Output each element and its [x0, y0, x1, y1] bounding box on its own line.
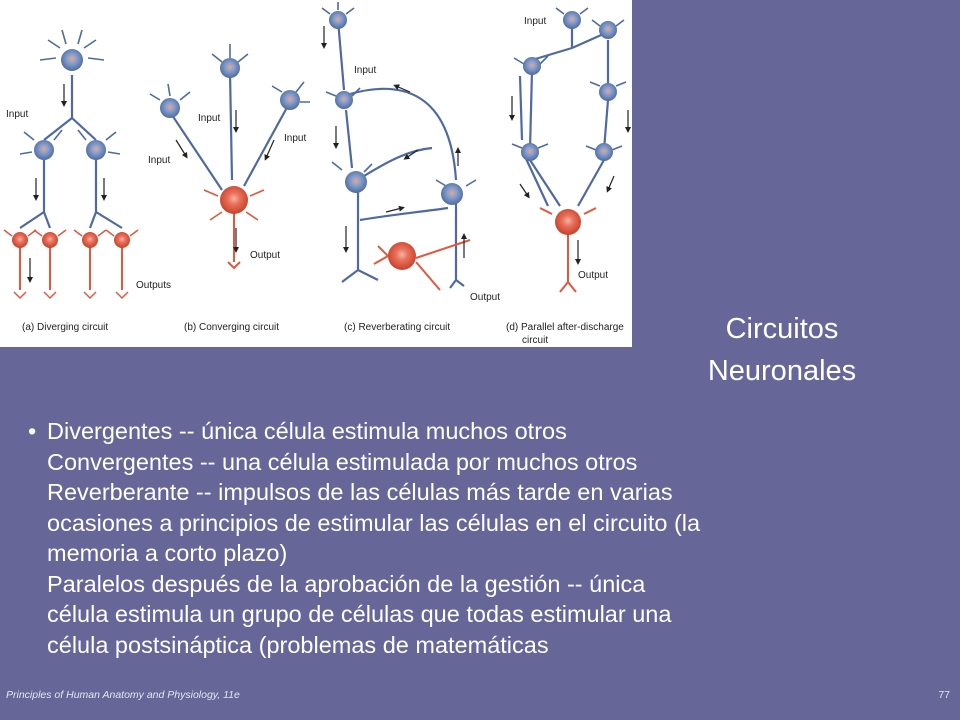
footer-source: Principles of Human Anatomy and Physiology, 11e [6, 689, 240, 701]
body-line: memoria a corto plazo) [47, 540, 288, 566]
input-label-d: Input [524, 16, 547, 27]
bullet-marker: • [28, 418, 37, 444]
reverberating-arrows [324, 26, 464, 258]
caption-parallel-line2: circuit [522, 335, 549, 346]
caption-parallel: (d) Parallel after-discharge [506, 322, 624, 333]
body-line: célula postsináptica (problemas de matemáticas [47, 631, 549, 658]
output-label-d: Output [578, 270, 609, 281]
body-lines [47, 416, 947, 660]
page-number: 77 [938, 689, 950, 701]
converging-arrows [176, 110, 274, 250]
body-line: célula estimula un grupo de células que todas estimular una [47, 601, 672, 627]
slide-title [652, 308, 912, 392]
caption-diverging: (a) Diverging circuit [22, 322, 109, 333]
slide-body [28, 416, 948, 720]
neural-circuits-diagram [0, 0, 632, 347]
outputs-label-a: Outputs [136, 280, 172, 291]
parallel-neurons [521, 11, 617, 292]
diverging-arrows [30, 84, 104, 280]
body-line: Paralelos después de la aprobación de la gestión -- única [47, 570, 646, 597]
input-label-c: Input [354, 65, 377, 76]
body-line: ocasiones a principios de estimular las células en el circuito (la [47, 509, 701, 536]
caption-converging: (b) Converging circuit [184, 322, 280, 333]
slide-title-line2: Neuronales [707, 355, 857, 387]
input-label-b1: Input [198, 113, 221, 124]
body-line: Reverberante -- impulsos de las células más tarde en varias [47, 479, 673, 505]
body-line: Convergentes -- una célula estimulada por muchos otros [47, 448, 638, 475]
neural-circuits-figure [0, 0, 632, 347]
caption-reverberating: (c) Reverberating circuit [344, 322, 451, 333]
parallel-arrows [512, 96, 628, 262]
body-line: Divergentes -- única célula estimula muchos otros [47, 418, 567, 444]
input-label-b2: Input [148, 155, 171, 166]
input-label-b3: Input [284, 133, 307, 144]
output-label-b: Output [250, 250, 281, 261]
output-label-c: Output [470, 292, 501, 303]
input-label-a: Input [6, 109, 29, 120]
slide-title-line1: Circuitos [725, 313, 839, 345]
